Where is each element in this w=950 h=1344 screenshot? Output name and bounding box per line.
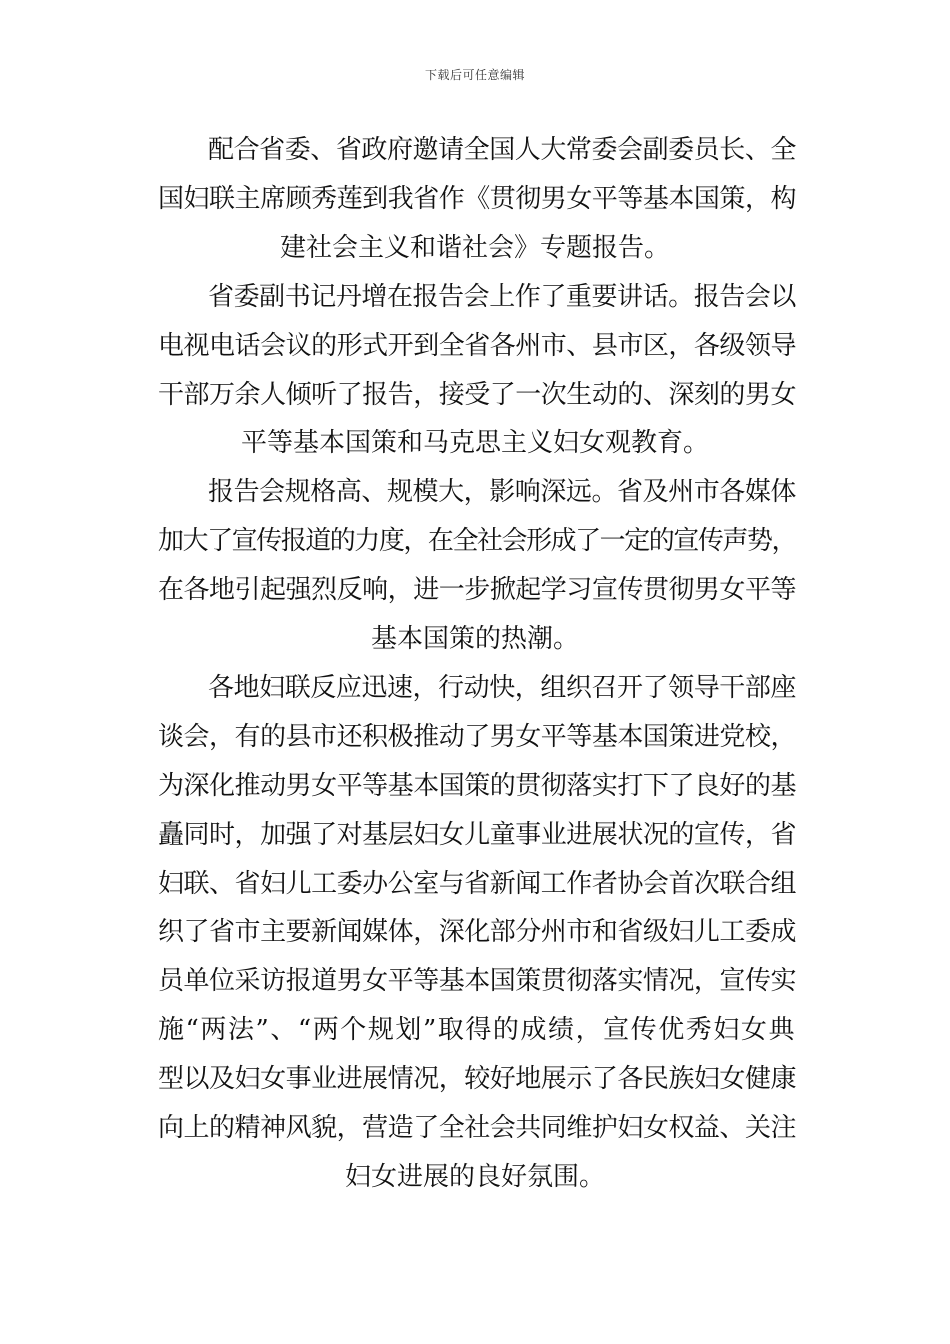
paragraph-4-line-3 bbox=[0, 766, 950, 806]
paragraph-1-line-1 bbox=[0, 130, 950, 170]
line-text: 各地妇联反应迅速，行动快，组织召开了领导干部座 bbox=[208, 673, 796, 703]
page-header: 下载后可任意编辑 bbox=[424, 68, 525, 82]
paragraph-3-line-2 bbox=[0, 521, 950, 561]
paragraph-4-line-1 bbox=[0, 668, 950, 708]
line-text: 矗同时，加强了对基层妇女儿童事业进展状况的宣传，省 bbox=[158, 820, 796, 850]
paragraph-2-line-3 bbox=[0, 375, 950, 415]
paragraph-4-line-8 bbox=[0, 1010, 950, 1050]
line-text: 员单位采访报道男女平等基本国策贯彻落实情况，宣传实 bbox=[158, 966, 796, 996]
line-text: 省委副书记丹增在报告会上作了重要讲话。报告会以 bbox=[208, 282, 796, 312]
line-text: 干部万余人倾听了报告，接受了一次生动的、深刻的男女 bbox=[158, 380, 796, 410]
paragraph-4-line-9 bbox=[0, 1059, 950, 1099]
paragraph-2-line-4 bbox=[0, 423, 950, 463]
paragraph-4-line-7 bbox=[0, 961, 950, 1001]
paragraph-4-line-6 bbox=[0, 912, 950, 952]
paragraph-3-line-4 bbox=[0, 619, 950, 659]
paragraph-4-line-2 bbox=[0, 717, 950, 757]
line-text: 施“两法”、“两个规划”取得的成绩，宣传优秀妇女典 bbox=[158, 1015, 796, 1045]
line-text: 型以及妇女事业进展情况，较好地展示了各民族妇女健康 bbox=[158, 1064, 796, 1094]
paragraph-3-line-3 bbox=[0, 570, 950, 610]
line-text: 在各地引起强烈反响，进一步掀起学习宣传贯彻男女平等 bbox=[158, 575, 796, 605]
line-text: 报告会规格高、规模大，影响深远。省及州市各媒体 bbox=[208, 477, 796, 507]
paragraph-4-line-5 bbox=[0, 864, 950, 904]
line-text: 加大了宣传报道的力度，在全社会形成了一定的宣传声势， bbox=[158, 526, 796, 556]
paragraph-4-line-11 bbox=[0, 1157, 950, 1197]
line-text: 建社会主义和谐社会》专题报告。 bbox=[280, 233, 671, 263]
paragraph-1-line-2 bbox=[0, 179, 950, 219]
line-text: 织了省市主要新闻媒体，深化部分州市和省级妇儿工委成 bbox=[158, 917, 796, 947]
line-text: 妇女进展的良好氛围。 bbox=[345, 1162, 606, 1192]
line-text: 配合省委、省政府邀请全国人大常委会副委员长、全 bbox=[208, 135, 796, 165]
line-text: 国妇联主席顾秀莲到我省作《贯彻男女平等基本国策，构 bbox=[158, 184, 796, 214]
paragraph-3-line-1 bbox=[0, 472, 950, 512]
line-text: 电视电话会议的形式开到全省各州市、县市区，各级领导 bbox=[158, 331, 796, 361]
line-text: 平等基本国策和马克思主义妇女观教育。 bbox=[241, 428, 710, 458]
line-text: 为深化推动男女平等基本国策的贯彻落实打下了良好的基 bbox=[158, 771, 796, 801]
paragraph-2-line-2 bbox=[0, 326, 950, 366]
paragraph-4-line-10 bbox=[0, 1108, 950, 1148]
paragraph-2-line-1 bbox=[0, 277, 950, 317]
line-text: 向上的精神风貌，营造了全社会共同维护妇女权益、关注 bbox=[158, 1113, 796, 1143]
paragraph-4-line-4 bbox=[0, 815, 950, 855]
line-text: 基本国策的热潮。 bbox=[371, 624, 580, 654]
line-text: 妇联、省妇儿工委办公室与省新闻工作者协会首次联合组 bbox=[158, 869, 796, 899]
paragraph-1-line-3 bbox=[0, 228, 950, 268]
line-text: 谈会，有的县市还积极推动了男女平等基本国策进党校， bbox=[158, 722, 796, 752]
